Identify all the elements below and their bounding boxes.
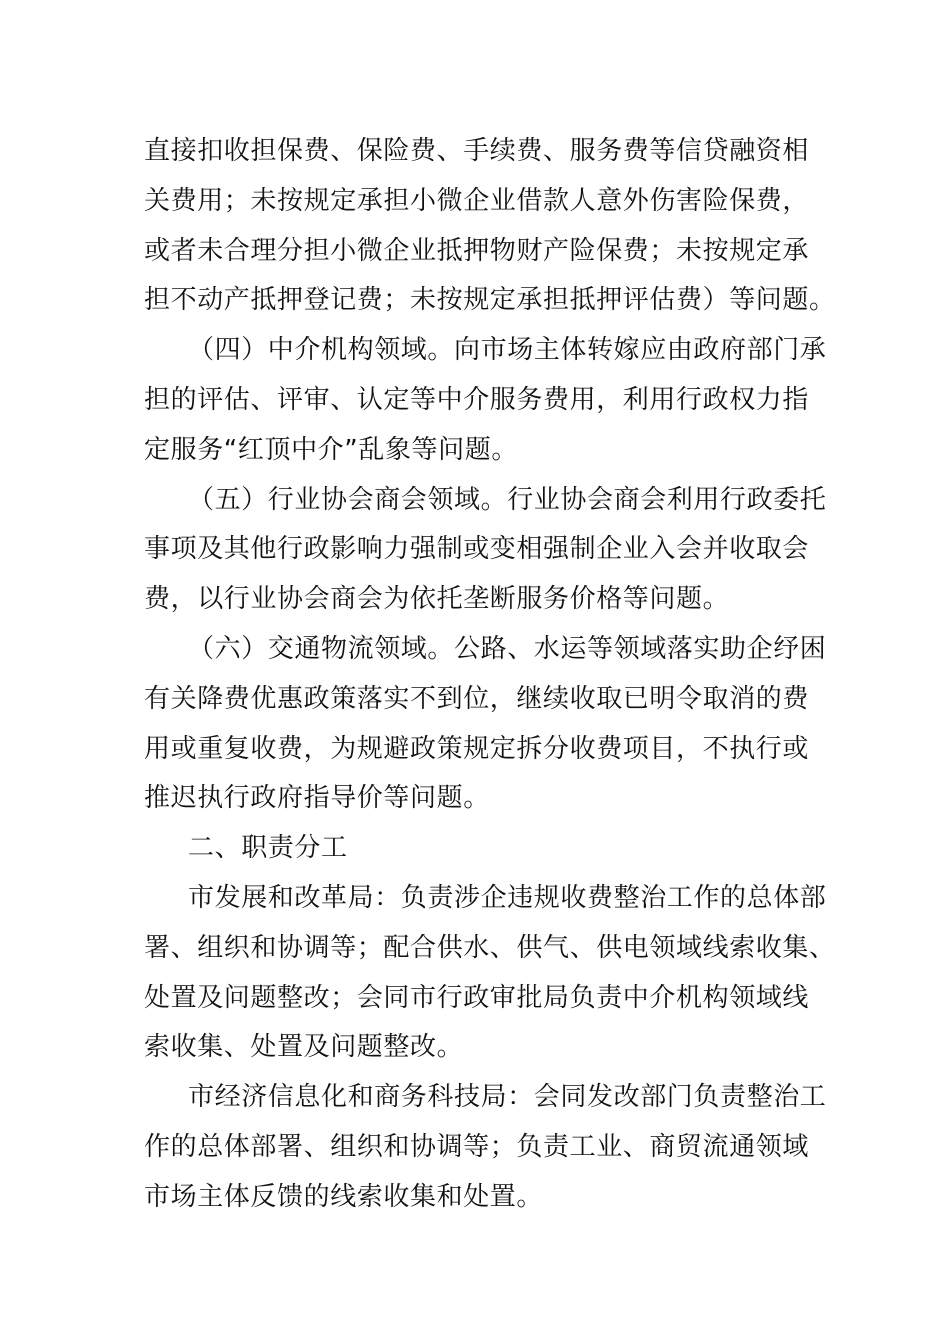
section-heading-line: （六）交通物流领域。公路、水运等领域落实助企纾困 [188, 633, 827, 664]
text-line: 处置及问题整改；会同市行政审批局负责中介机构领域线 [144, 982, 810, 1013]
text-line: 市场主体反馈的线索收集和处置。 [144, 1181, 544, 1212]
text-line: 或者未合理分担小微企业抵押物财产险保费；未按规定承 [144, 235, 810, 266]
text-line: 定服务“红顶中介”乱象等问题。 [144, 434, 518, 465]
text-line: 担不动产抵押登记费；未按规定承担抵押评估费）等问题。 [144, 285, 836, 316]
text-line: 直接扣收担保费、保险费、手续费、服务费等信贷融资相 [144, 136, 810, 166]
paragraph-start-line: 市经济信息化和商务科技局：会同发改部门负责整治工 [188, 1082, 827, 1113]
text-line: 关费用；未按规定承担小微企业借款人意外伤害险保费， [144, 185, 810, 216]
text-line: 用或重复收费，为规避政策规定拆分收费项目，不执行或 [144, 733, 810, 764]
text-line: 作的总体部署、组织和协调等；负责工业、商贸流通领域 [144, 1131, 810, 1162]
text-line: 事项及其他行政影响力强制或变相强制企业入会并收取会 [144, 534, 810, 565]
document-body [144, 127, 836, 1223]
paragraph-start-line: 市发展和改革局：负责涉企违规收费整治工作的总体部 [188, 882, 827, 913]
text-line: 担的评估、评审、认定等中介服务费用，利用行政权力指 [144, 384, 810, 415]
text-line: 费，以行业协会商会为依托垄断服务价格等问题。 [144, 584, 730, 615]
section-title: 二、职责分工 [188, 833, 348, 864]
section-heading-line: （四）中介机构领域。向市场主体转嫁应由政府部门承 [188, 335, 827, 366]
text-line: 署、组织和协调等；配合供水、供气、供电领域线索收集、 [144, 932, 836, 963]
text-line: 索收集、处置及问题整改。 [144, 1032, 464, 1063]
section-heading-line: （五）行业协会商会领域。行业协会商会利用行政委托 [188, 484, 827, 515]
text-line: 推迟执行政府指导价等问题。 [144, 783, 490, 814]
text-line: 有关降费优惠政策落实不到位，继续收取已明令取消的费 [144, 683, 810, 714]
